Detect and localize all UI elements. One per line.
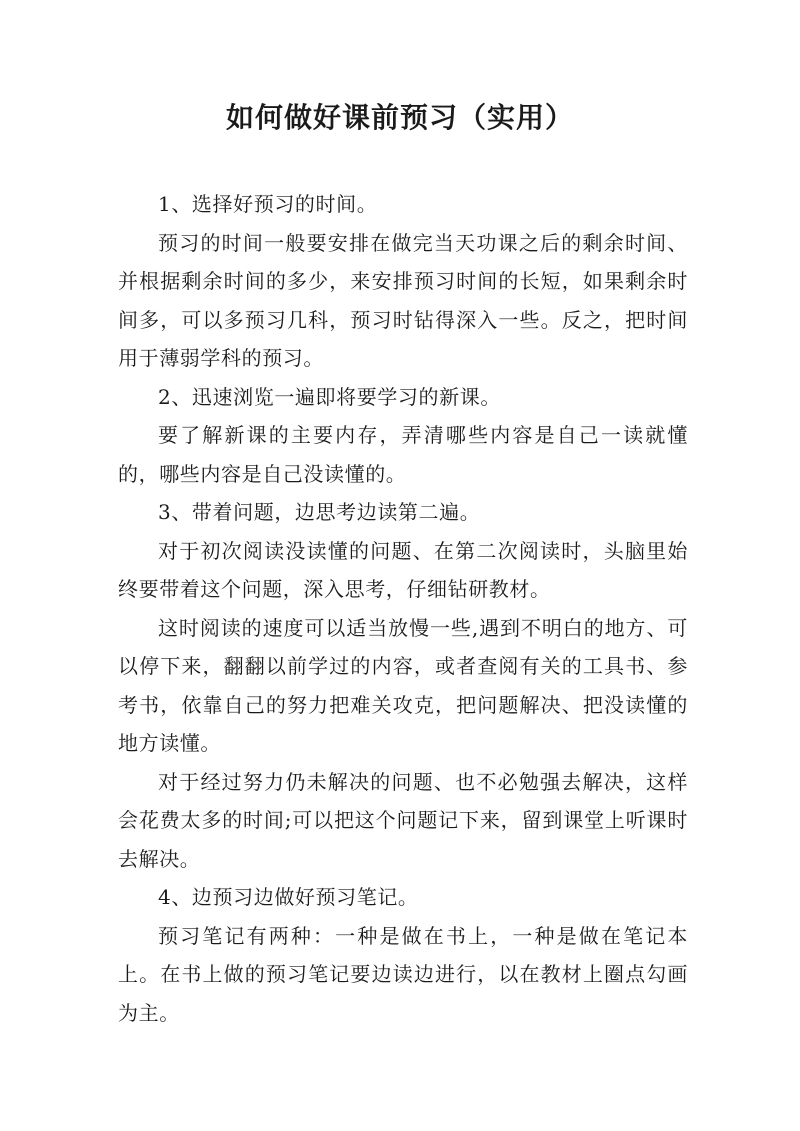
section-heading-1: 1、选择好预习的时间。 [158, 192, 378, 216]
document-title: 如何做好课前预习（实用） [225, 101, 574, 134]
section-heading-3: 3、带着问题，边思考边读第二遍。 [158, 500, 481, 524]
document-body [118, 185, 688, 1032]
section-heading-4: 4、边预习边做好预习笔记。 [158, 885, 419, 909]
paragraph: 对于初次阅读没读懂的问题、在第二次阅读时，头脑里始终要带着这个问题，深入思考，仔细钻研教材。 [118, 538, 688, 601]
paragraph: 预习笔记有两种：一种是做在书上，一种是做在笔记本上。在书上做的预习笔记要边读边进行，以在教材上圈点勾画为主。 [118, 923, 688, 1025]
section-heading-2: 2、迅速浏览一遍即将要学习的新课。 [158, 384, 501, 409]
paragraph: 要了解新课的主要内存，弄清哪些内容是自己一读就懂的，哪些内容是自己没读懂的。 [118, 423, 688, 486]
paragraph: 对于经过努力仍未解决的问题、也不必勉强去解决，这样会花费太多的时间;可以把这个问题记下来，留到课堂上听课时去解决。 [118, 769, 688, 871]
paragraph: 预习的时间一般要安排在做完当天功课之后的剩余时间、并根据剩余时间的多少，来安排预习时间的长短，如果剩余时间多，可以多预习几科，预习时钻得深入一些。反之，把时间用于薄弱学科的预习。 [118, 230, 688, 370]
paragraph: 这时阅读的速度可以适当放慢一些,遇到不明白的地方、可以停下来，翻翻以前学过的内容，或者查阅有关的工具书、参考书，依靠自己的努力把难关攻克，把问题解决、把没读懂的地方读懂。 [118, 615, 688, 755]
